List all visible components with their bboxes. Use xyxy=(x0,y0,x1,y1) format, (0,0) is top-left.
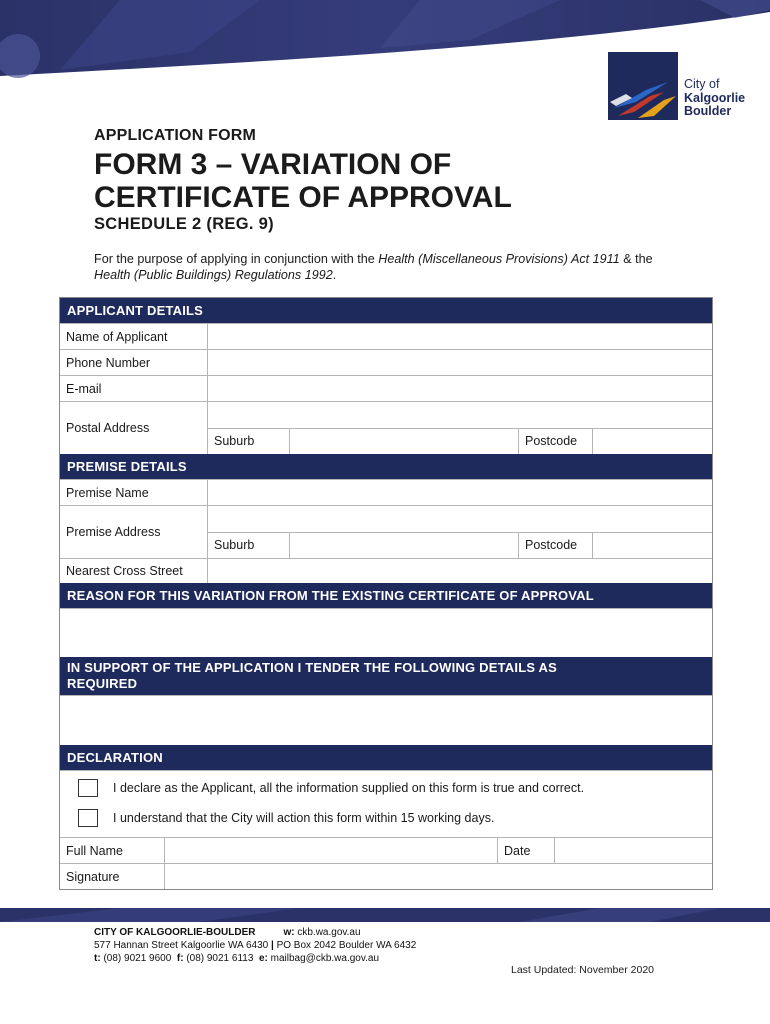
phone-field[interactable] xyxy=(208,350,712,375)
declaration-statements xyxy=(60,770,712,837)
full-name-row xyxy=(60,837,712,863)
date-label: Date xyxy=(498,838,555,863)
footer-org: CITY OF KALGOORLIE-BOULDER xyxy=(94,927,256,938)
logo-wordmark: City of Kalgoorlie Boulder xyxy=(684,77,746,118)
declare-true-checkbox[interactable] xyxy=(78,779,98,797)
reason-field[interactable] xyxy=(60,608,712,657)
date-field[interactable] xyxy=(555,838,712,863)
premise-name-label: Premise Name xyxy=(60,480,208,505)
cross-street-field[interactable] xyxy=(208,559,712,583)
applicant-details-heading: APPLICANT DETAILS xyxy=(60,298,712,323)
form-kicker: APPLICATION FORM xyxy=(94,127,257,144)
full-name-field[interactable] xyxy=(165,838,498,863)
premise-details-heading: PREMISE DETAILS xyxy=(60,454,712,479)
footer-band xyxy=(0,908,770,922)
applicant-suburb-field[interactable] xyxy=(290,429,519,455)
applicant-name-row xyxy=(60,323,712,349)
support-details-field[interactable] xyxy=(60,695,712,745)
last-updated: Last Updated: November 2020 xyxy=(511,964,655,976)
applicant-name-label: Name of Applicant xyxy=(60,324,208,349)
applicant-postcode-label: Postcode xyxy=(519,429,593,455)
cross-street-label: Nearest Cross Street xyxy=(60,559,208,583)
postal-address-row xyxy=(60,401,712,454)
footer-email[interactable]: mailbag@ckb.wa.gov.au xyxy=(270,953,380,964)
footer-website[interactable]: ckb.wa.gov.au xyxy=(297,927,361,938)
purpose-statement: For the purpose of applying in conjunction with the Health (Miscellaneous Provisions) Act 1911 & the Health (Public Buildings) Regulations 1992. xyxy=(94,252,653,282)
phone-label: Phone Number xyxy=(60,350,208,375)
premise-address-field[interactable] xyxy=(208,506,712,532)
schedule-subtitle: SCHEDULE 2 (REG. 9) xyxy=(94,215,274,233)
declare-true-text: I declare as the Applicant, all the information supplied on this form is true and correct. xyxy=(113,781,585,795)
postal-address-field[interactable] xyxy=(208,402,712,428)
phone-row xyxy=(60,349,712,375)
applicant-suburb-label: Suburb xyxy=(208,429,290,455)
footer-contact: CITY OF KALGOORLIE-BOULDER w: ckb.wa.gov.au 577 Hannan Street Kalgoorlie WA 6430 | PO Box 2042 Boulder WA 6432 t: (08) 9021 9600 f: (08) 9021 6113 e: mailbag@ckb.wa.gov.au xyxy=(94,927,417,964)
declaration-heading: DECLARATION xyxy=(60,745,712,770)
email-field[interactable] xyxy=(208,376,712,401)
premise-suburb-label: Suburb xyxy=(208,533,290,559)
applicant-name-field[interactable] xyxy=(208,324,712,349)
premise-suburb-field[interactable] xyxy=(290,533,519,559)
application-form xyxy=(59,297,713,890)
premise-name-row xyxy=(60,479,712,505)
page-title: FORM 3 – VARIATION OF CERTIFICATE OF APPROVAL xyxy=(94,148,512,214)
premise-postcode-label: Postcode xyxy=(519,533,593,559)
premise-name-field[interactable] xyxy=(208,480,712,505)
full-name-label: Full Name xyxy=(60,838,165,863)
premise-postcode-field[interactable] xyxy=(593,533,712,559)
declare-timeframe-checkbox[interactable] xyxy=(78,809,98,827)
email-row xyxy=(60,375,712,401)
signature-label: Signature xyxy=(60,864,165,889)
premise-address-row xyxy=(60,505,712,558)
support-heading: IN SUPPORT OF THE APPLICATION I TENDER THE FOLLOWING DETAILS AS REQUIRED xyxy=(60,657,712,695)
reason-heading: REASON FOR THIS VARIATION FROM THE EXISTING CERTIFICATE OF APPROVAL xyxy=(60,583,712,608)
premise-address-label: Premise Address xyxy=(60,506,208,558)
postal-address-label: Postal Address xyxy=(60,402,208,454)
signature-field[interactable] xyxy=(165,864,712,889)
declare-timeframe-text: I understand that the City will action this form within 15 working days. xyxy=(113,811,495,825)
signature-row xyxy=(60,863,712,889)
email-label: E-mail xyxy=(60,376,208,401)
cross-street-row xyxy=(60,558,712,583)
applicant-postcode-field[interactable] xyxy=(593,429,712,455)
